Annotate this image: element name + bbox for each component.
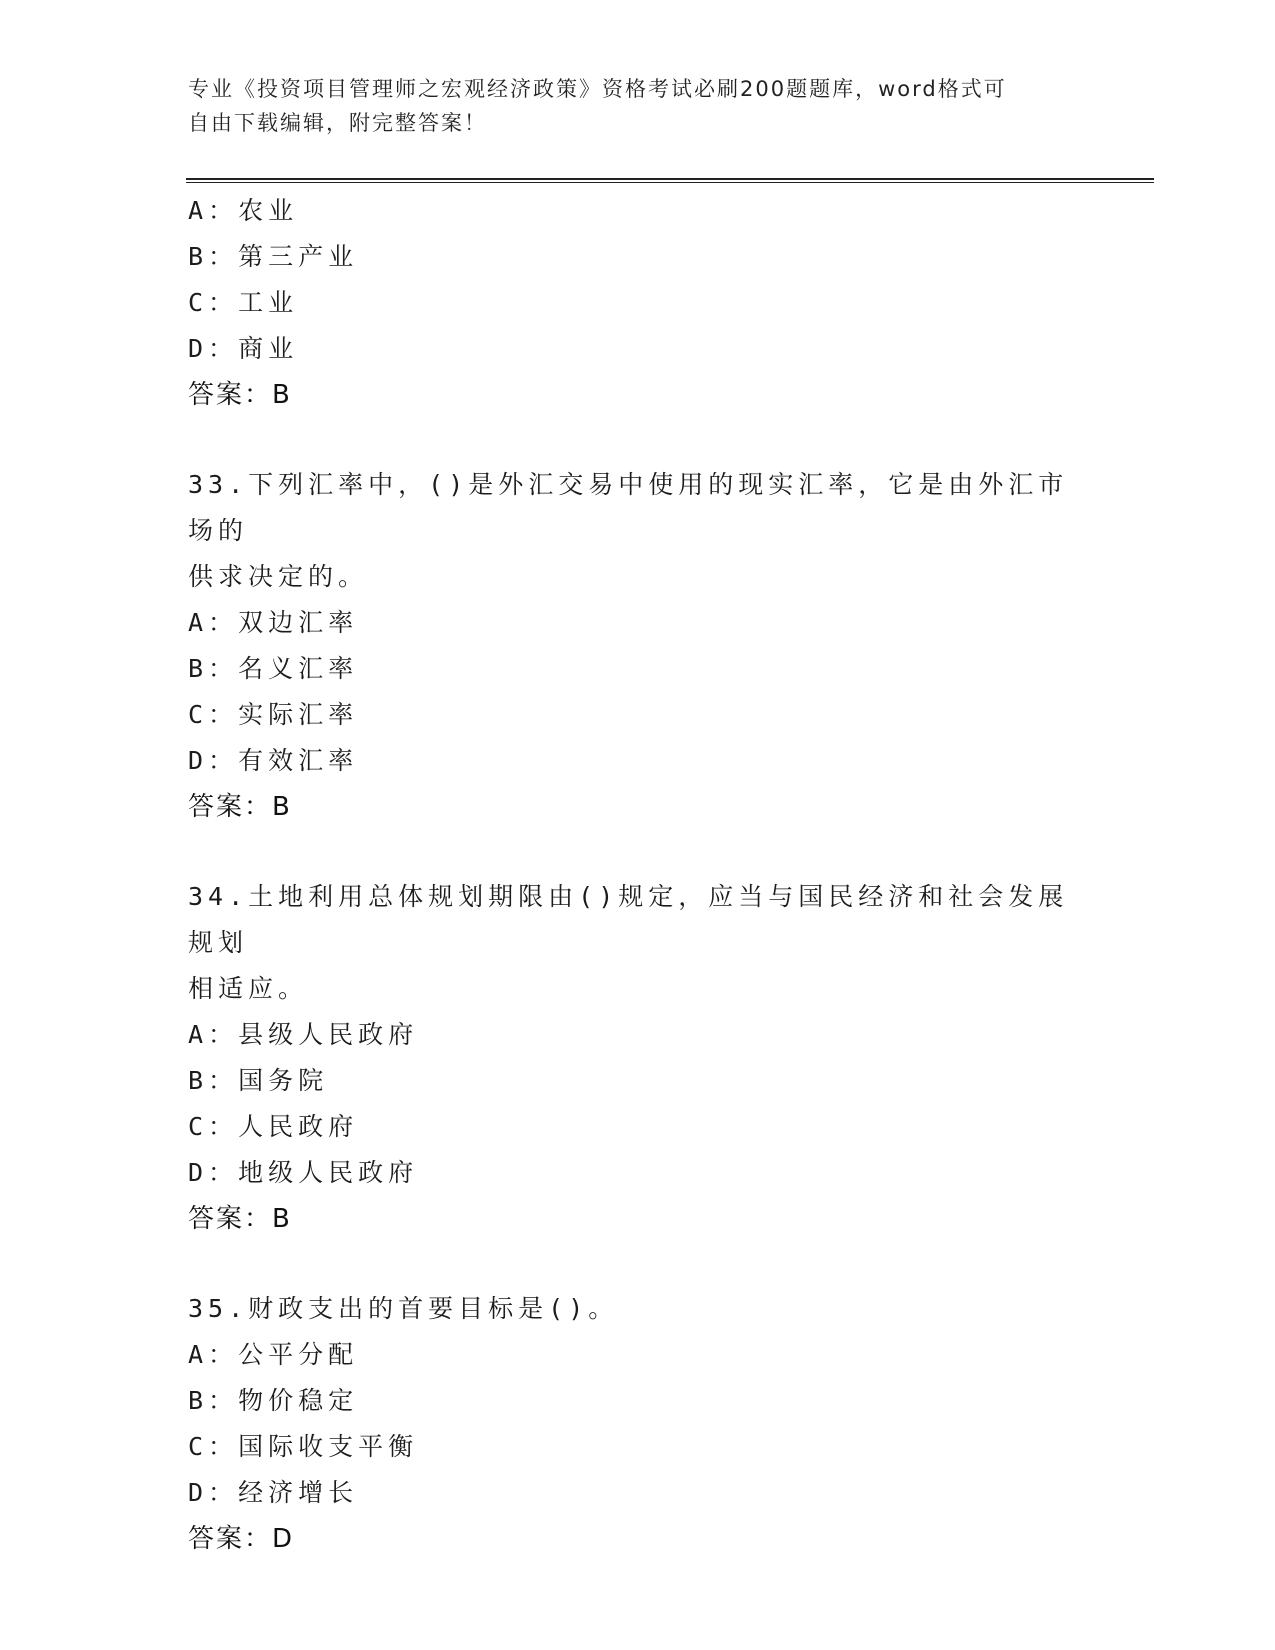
option-c: C：实际汇率 bbox=[188, 700, 359, 729]
header-title-line-1: 专业《投资项目管理师之宏观经济政策》资格考试必刷200题题库，word格式可 bbox=[188, 77, 1007, 101]
answer-line: 答案：B bbox=[188, 380, 292, 410]
option-b: B：名义汇率 bbox=[188, 654, 359, 683]
option-c: C：人民政府 bbox=[188, 1112, 359, 1141]
question-text: 34.土地利用总体规划期限由()规定，应当与国民经济和社会发展规划 相适应。 bbox=[188, 882, 1069, 1003]
option-b: B：第三产业 bbox=[188, 242, 359, 271]
question-text: 33.下列汇率中，()是外汇交易中使用的现实汇率，它是由外汇市场的 供求决定的。 bbox=[188, 470, 1069, 591]
option-d: D：经济增长 bbox=[188, 1478, 359, 1507]
option-b: B：物价稳定 bbox=[188, 1386, 359, 1415]
answer-line: 答案：D bbox=[188, 1524, 295, 1554]
question-block-34 bbox=[188, 874, 1088, 1242]
question-block-32 bbox=[188, 188, 1088, 418]
option-d: D：有效汇率 bbox=[188, 746, 359, 775]
option-d: D：地级人民政府 bbox=[188, 1158, 419, 1187]
header-divider bbox=[186, 178, 1154, 183]
question-list bbox=[188, 188, 1088, 1562]
option-d: D：商业 bbox=[188, 334, 299, 363]
question-text: 35.财政支出的首要目标是()。 bbox=[188, 1294, 619, 1323]
option-a: A：公平分配 bbox=[188, 1340, 359, 1369]
question-block-33 bbox=[188, 462, 1088, 830]
option-a: A：双边汇率 bbox=[188, 608, 359, 637]
option-c: C：国际收支平衡 bbox=[188, 1432, 419, 1461]
answer-line: 答案：B bbox=[188, 1204, 292, 1234]
option-a: A：农业 bbox=[188, 196, 299, 225]
option-a: A：县级人民政府 bbox=[188, 1020, 419, 1049]
option-c: C：工业 bbox=[188, 288, 299, 317]
page-header bbox=[188, 72, 1068, 140]
option-b: B：国务院 bbox=[188, 1066, 329, 1095]
answer-line: 答案：B bbox=[188, 792, 292, 822]
header-title-line-2: 自由下载编辑，附完整答案！ bbox=[188, 111, 487, 135]
question-block-35 bbox=[188, 1286, 1088, 1562]
